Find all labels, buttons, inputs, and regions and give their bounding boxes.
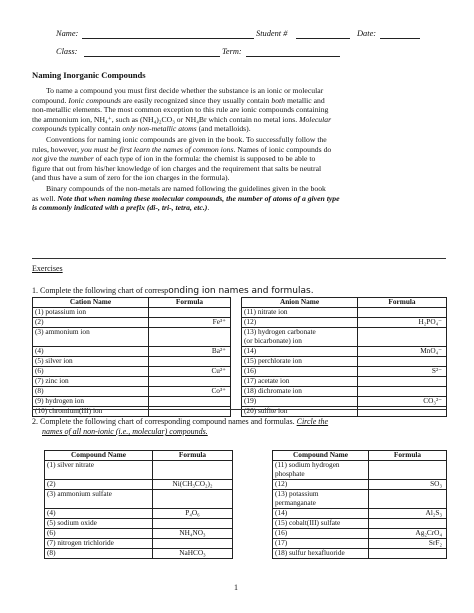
column-header: Formula (369, 451, 447, 461)
table-row (33, 377, 447, 387)
formula-cell[interactable] (153, 461, 233, 480)
name-cell: (19) (242, 397, 358, 407)
table-row (45, 509, 447, 519)
formula-cell[interactable] (358, 387, 447, 397)
term-label: Term: (222, 47, 242, 56)
formula-cell[interactable] (358, 407, 447, 417)
name-cell: (11) nitrate ion (242, 308, 358, 318)
name-cell: (6) (33, 367, 149, 377)
term-blank[interactable] (246, 56, 340, 57)
table-row (33, 347, 447, 357)
formula-cell[interactable] (149, 308, 231, 318)
table-row (45, 461, 447, 480)
section-divider (32, 258, 446, 259)
formula-cell: MnO₄⁻ (358, 347, 447, 357)
formula-cell: SrF₂ (369, 539, 447, 549)
student-number-blank[interactable] (296, 38, 350, 39)
table-row (33, 397, 447, 407)
formula-cell[interactable] (149, 407, 231, 417)
name-cell: (16) (242, 367, 358, 377)
formula-cell: P₄O₆ (153, 509, 233, 519)
name-cell: (14) (242, 347, 358, 357)
formula-cell[interactable] (369, 549, 447, 559)
name-cell: (6) (45, 529, 153, 539)
name-cell: (18) sulfur hexafluoride (273, 549, 369, 559)
formula-cell: Cu²⁺ (149, 367, 231, 377)
table-row (45, 490, 447, 509)
column-header: Formula (153, 451, 233, 461)
name-cell: (1) silver nitrate (45, 461, 153, 480)
formula-cell: Ag₂CrO₄ (369, 529, 447, 539)
formula-cell[interactable] (149, 377, 231, 387)
intro-paragraph-2: Conventions for naming ionic compounds are given in the book. To successfully follow the rules, however, you must be first learn the names of common ions. Names of ionic compounds do not give the number of each type of ion in the formula: the chemist is supposed to be able to figure that out from his/her knowledge of ion charges and the requirement that salts be neutral (and thus have a sum of zero for the ion charges in the formula). (32, 135, 332, 183)
name-cell: (4) (33, 347, 149, 357)
name-cell: (17) (273, 539, 369, 549)
formula-cell[interactable] (369, 461, 447, 480)
student-number-label: Student # (256, 29, 288, 38)
exercises-heading: Exercises (32, 264, 63, 273)
formula-cell: Ni(CH₃CO₂)₂ (153, 480, 233, 490)
name-cell: (1) potassium ion (33, 308, 149, 318)
column-header: Anion Name (242, 298, 358, 308)
formula-cell[interactable] (153, 539, 233, 549)
name-cell: (20) sulfite ion (242, 407, 358, 417)
formula-cell[interactable] (369, 490, 447, 509)
formula-cell[interactable] (153, 519, 233, 529)
table-row (45, 549, 447, 559)
section-divider (32, 409, 446, 410)
table-row (33, 407, 447, 417)
date-label: Date: (357, 29, 377, 38)
formula-cell[interactable] (358, 377, 447, 387)
question-2-instruction: 2. Complete the following chart of corresponding compound names and formulas. Circle the (32, 417, 329, 426)
formula-cell[interactable] (369, 519, 447, 529)
name-cell: (13) hydrogen carbonate (or bicarbonate) ion (242, 328, 358, 347)
formula-cell: Fe³⁺ (149, 318, 231, 328)
name-cell: (15) perchlorate ion (242, 357, 358, 367)
page-title: Naming Inorganic Compounds (32, 70, 146, 80)
formula-cell: S²⁻ (358, 367, 447, 377)
name-cell: (2) (33, 318, 149, 328)
formula-cell: NH₄NO₃ (153, 529, 233, 539)
formula-cell: SO₃ (369, 480, 447, 490)
formula-cell[interactable] (149, 328, 231, 347)
class-label: Class: (56, 47, 78, 56)
name-label: Name: (56, 29, 79, 38)
name-cell: (11) sodium hydrogen phosphate (273, 461, 369, 480)
name-cell: (8) (33, 387, 149, 397)
class-blank[interactable] (84, 56, 220, 57)
formula-cell[interactable] (149, 397, 231, 407)
formula-cell: Co³⁺ (149, 387, 231, 397)
column-header: Cation Name (33, 298, 149, 308)
formula-cell[interactable] (153, 490, 233, 509)
ion-chart-table (32, 297, 447, 417)
intro-paragraph-3: Binary compounds of the non-metals are named following the guidelines given in the book as well. Note that when naming these molecular compounds, the number of atoms of a given type is commonly indicated with a prefix (di-, tri-, tetra, etc.). (32, 184, 340, 213)
compound-chart-table (44, 450, 447, 559)
name-cell: (12) (273, 480, 369, 490)
formula-cell: NaHCO₃ (153, 549, 233, 559)
name-cell: (8) (45, 549, 153, 559)
formula-cell[interactable] (358, 308, 447, 318)
name-cell: (3) ammonium sulfate (45, 490, 153, 509)
table-row (45, 529, 447, 539)
formula-cell[interactable] (149, 357, 231, 367)
name-cell: (2) (45, 480, 153, 490)
formula-cell: CO₃²⁻ (358, 397, 447, 407)
column-header: Compound Name (45, 451, 153, 461)
name-cell: (5) silver ion (33, 357, 149, 367)
question-2-instruction-cont: names of all non-ionic (i.e., molecular) compounds. (42, 427, 208, 436)
table-row (33, 308, 447, 318)
name-cell: (13) potassium permanganate (273, 490, 369, 509)
name-cell: (15) cobalt(III) sulfate (273, 519, 369, 529)
table-row (45, 519, 447, 529)
column-header: Formula (358, 298, 447, 308)
name-cell: (3) ammonium ion (33, 328, 149, 347)
formula-cell: Al₂S₃ (369, 509, 447, 519)
column-header: Formula (149, 298, 231, 308)
formula-cell[interactable] (358, 328, 447, 347)
date-blank[interactable] (380, 38, 420, 39)
name-blank[interactable] (82, 38, 254, 39)
table-row (33, 367, 447, 377)
formula-cell: Ba²⁺ (149, 347, 231, 357)
question-1-instruction: 1. Complete the following chart of corresponding ion names and formulas. (32, 286, 314, 296)
name-cell: (5) sodium oxide (45, 519, 153, 529)
name-cell: (14) (273, 509, 369, 519)
column-header: Compound Name (273, 451, 369, 461)
name-cell: (18) dichromate ion (242, 387, 358, 397)
formula-cell[interactable] (358, 357, 447, 367)
table-row (33, 357, 447, 367)
name-cell: (12) (242, 318, 358, 328)
name-cell: (7) zinc ion (33, 377, 149, 387)
table-row (33, 328, 447, 347)
name-cell: (10) chromium(III) ion (33, 407, 149, 417)
name-cell: (17) acetate ion (242, 377, 358, 387)
table-row (45, 480, 447, 490)
intro-paragraph-1: To name a compound you must first decide whether the substance is an ionic or molecular compound. Ionic compounds are easily recognized since they usually contain both metallic and non-metallic elements. The most common exception to this rule are ionic compounds containing the ammonium ion, NH₄⁺, such as (NH₄)₂CO₃ or NH₄Br which contain no metal ions. Molecular compounds typically contain only non-metallic atoms (and metalloids). (32, 86, 332, 134)
name-cell: (16) (273, 529, 369, 539)
name-cell: (9) hydrogen ion (33, 397, 149, 407)
formula-cell: H₂PO₄⁻ (358, 318, 447, 328)
table-row (33, 318, 447, 328)
table-row (45, 539, 447, 549)
name-cell: (4) (45, 509, 153, 519)
name-cell: (7) nitrogen trichloride (45, 539, 153, 549)
page-number: 1 (234, 583, 238, 592)
table-row (33, 387, 447, 397)
